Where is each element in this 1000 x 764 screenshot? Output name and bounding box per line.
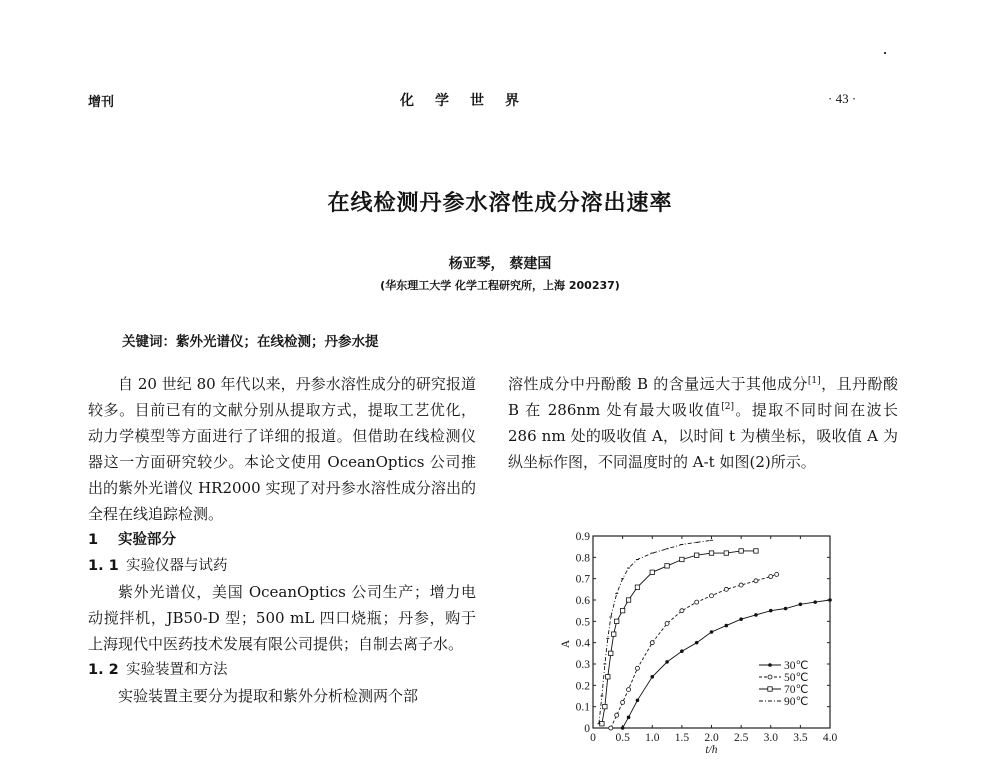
x-tick-label: 2.0 [704,732,719,744]
x-tick-label: 0 [590,732,596,744]
text-run: 。提取不同时间在波长 286 nm 处的吸收值 A，以时间 t 为横坐标，吸收值 A 为纵坐标作图，不同温度时的 A-t 如图(2)所示。 [508,401,898,471]
method-paragraph: 实验装置主要分为提取和紫外分析检测两个部 [118,687,419,705]
marker-circle [724,587,728,591]
y-tick-label: 0.9 [575,531,590,543]
section-title: 实验仪器与试药 [126,558,228,574]
marker-square [612,632,616,636]
section-heading-1-2 [88,657,476,683]
journal-name: 化学世界 [400,93,540,109]
marker-dot [784,607,788,611]
right-column [508,371,898,475]
x-tick-label: 4.0 [822,732,838,744]
legend-label: 70℃ [784,684,809,696]
marker-dot [768,663,772,667]
article-title: 在线检测丹参水溶性成分溶出速率 [327,191,673,216]
marker-square [606,675,610,679]
marker-circle [710,594,714,598]
running-header-left: 增刊 [88,95,115,110]
absorbance-time-chart [556,528,856,760]
marker-square [650,570,654,574]
marker-square [694,553,698,557]
marker-square [620,608,624,612]
x-tick-label: 1.5 [674,732,690,744]
section-number: 1. 2 [88,662,119,678]
section-title: 实验部分 [118,532,176,548]
x-tick-label: 1.0 [645,732,660,744]
y-tick-label: 0.8 [575,552,590,565]
marker-square [635,585,639,589]
legend-label: 50℃ [784,672,809,684]
marker-circle [739,583,743,587]
marker-dot [710,630,714,634]
y-tick-label: 0.5 [575,616,590,629]
marker-dot [650,675,654,679]
y-tick-label: 0.4 [575,637,590,650]
keywords: 关键词：紫外光谱仪；在线检测；丹参水提 [122,334,379,350]
y-tick-label: 0.1 [575,701,590,714]
scan-speck [884,52,886,54]
marker-circle [768,675,772,679]
marker-circle [609,726,613,730]
series-line [602,551,756,724]
legend-label: 30℃ [784,660,809,672]
section-number: 1. 1 [88,558,119,574]
marker-square [739,549,743,553]
marker-dot [680,649,684,653]
marker-dot [739,617,743,621]
y-tick-label: 0.2 [575,680,590,693]
marker-dot [828,598,832,602]
x-tick-label: 3.5 [793,732,808,744]
section-heading-1 [88,527,476,553]
intro-paragraph: 自 20 世纪 80 年代以来，丹参水溶性成分的研究报道较多。目前已有的文献分别从提取方式，提取工艺优化，动力学模型等方面进行了详细的报道。但借助在线检测仪器这一方面研究较少。本论文使用 OceanOptics 公司推出的紫外光谱仪 HR2000 实现了对丹参水溶性成分溶出的全程在线追踪检测。 [88,375,476,523]
marker-dot [636,698,640,702]
marker-dot [725,624,729,628]
x-tick-label: 2.5 [733,732,749,744]
marker-dot [754,613,758,617]
x-tick-label: 0.5 [615,732,630,744]
x-tick-label: 3.0 [763,732,778,744]
affiliation: (华东理工大学 化学工程研究所，上海 200237) [380,279,620,292]
y-tick-label: 0.7 [575,573,590,586]
marker-circle [695,600,699,604]
y-tick-label: 0.6 [575,595,590,607]
legend-label: 90℃ [784,696,809,708]
marker-dot [769,609,773,613]
marker-circle [621,700,625,704]
marker-dot [627,716,631,720]
marker-circle [650,641,654,645]
marker-circle [775,572,779,576]
page-number: · 43 · [828,91,857,106]
marker-circle [680,609,684,613]
marker-square [665,564,669,568]
marker-dot [665,660,669,664]
authors: 杨亚琴， 蔡建国 [448,256,552,272]
instruments-paragraph: 紫外光谱仪，美国 OceanOptics 公司生产；增力电动搅拌机，JB50-D 型；500 mL 四口烧瓶；丹参，购于上海现代中医药技术发展有限公司提供；自制去离子水。 [88,583,476,653]
text-run: 溶性成分中丹酚酸 B 的含量远大于其他成分 [508,375,808,393]
marker-circle [615,713,619,717]
marker-circle [627,688,631,692]
marker-square [626,598,630,602]
citation-2[interactable]: [2] [721,402,734,412]
marker-square [724,551,728,555]
section-heading-1-1 [88,553,476,579]
marker-square [754,549,758,553]
marker-dot [799,602,803,606]
marker-square [615,619,619,623]
citation-1[interactable]: [1] [807,376,821,386]
marker-circle [635,666,639,670]
y-axis-label: A [560,639,572,649]
marker-square [609,651,613,655]
y-tick-label: 0 [584,723,590,735]
marker-dot [621,726,625,730]
chart-svg [556,528,856,760]
results-paragraph [508,371,898,475]
x-axis-label: t/h [705,744,718,756]
y-tick-label: 0.3 [575,659,590,671]
marker-circle [665,621,669,625]
section-number: 1 [88,532,99,548]
section-title: 实验装置和方法 [126,662,228,678]
series-line [611,574,777,728]
marker-square [680,557,684,561]
marker-dot [813,600,817,604]
marker-square [709,551,713,555]
marker-circle [769,575,773,579]
left-column [88,371,476,709]
marker-square [603,704,607,708]
marker-square [768,687,772,691]
text-run: ，且丹酚酸 B 在 286nm 处有最大吸收值 [508,375,898,419]
marker-circle [754,579,758,583]
marker-dot [695,641,699,645]
